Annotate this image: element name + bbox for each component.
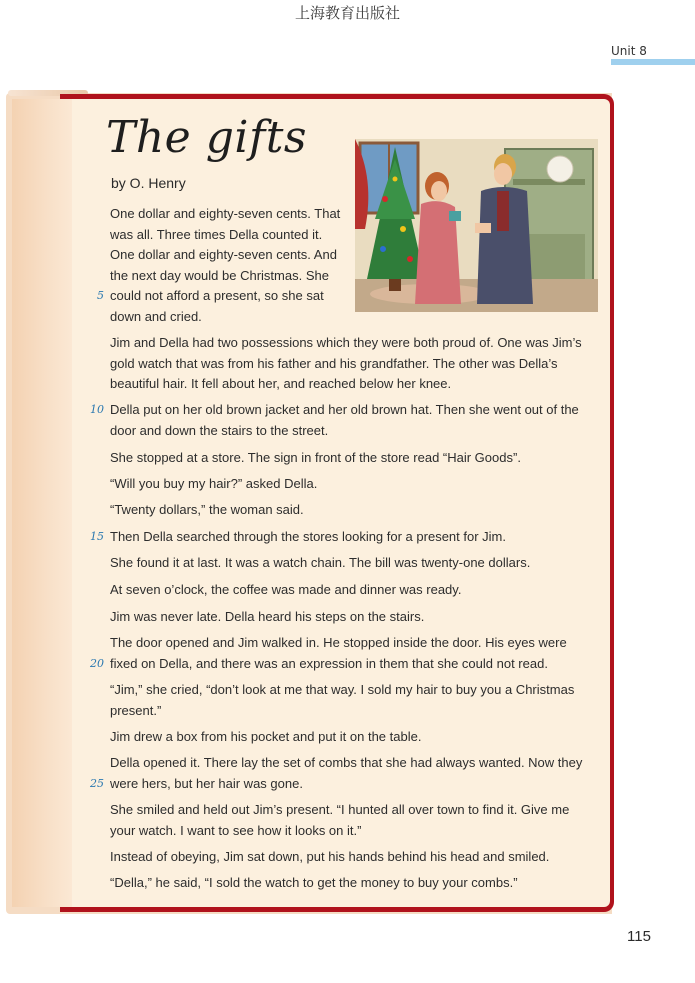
paragraph: Jim and Della had two possessions which they were both proud of. One was Jim’s gold watch that was from his father and his grandfather. The other was Della’s beautiful hair. It fell about her, and reached below her knee. <box>110 335 582 391</box>
paragraph: Instead of obeying, Jim sat down, put his hands behind his head and smiled. <box>110 849 550 864</box>
paragraph: Jim was never late. Della heard his steps on the stairs. <box>110 609 425 624</box>
unit-accent-bar <box>611 59 695 65</box>
paragraph: Della opened it. There lay the set of combs that she had always wanted. Now they were hers, but her hair was gone. <box>110 755 583 791</box>
story-title: The gifts <box>106 112 307 163</box>
paragraph: She smiled and held out Jim’s present. “I hunted all over town to find it. Give me your watch. I want to see how it looks on it.” <box>110 802 570 838</box>
paragraph: “Will you buy my hair?” asked Della. <box>110 476 318 491</box>
paragraph: “Della,” he said, “I sold the watch to get the money to buy your combs.” <box>110 875 518 890</box>
story-author: by O. Henry <box>111 175 186 191</box>
publisher-header: 上海教育出版社 <box>294 4 400 22</box>
paragraph: At seven o’clock, the coffee was made and dinner was ready. <box>110 582 462 597</box>
christmas-illustration <box>355 139 598 312</box>
unit-label: Unit 8 <box>611 44 647 58</box>
line-number: 25 <box>90 777 104 790</box>
line-number: 20 <box>90 657 104 670</box>
paragraph: “Jim,” she cried, “don’t look at me that way. I sold my hair to buy you a Christmas present.” <box>110 682 575 718</box>
paragraph: Jim drew a box from his pocket and put it on the table. <box>110 729 422 744</box>
page-number: 115 <box>627 928 651 945</box>
paragraph: “Twenty dollars,” the woman said. <box>110 502 304 517</box>
paragraph: Della put on her old brown jacket and her old brown hat. Then she went out of the door and down the stairs to the street. <box>110 402 579 438</box>
paragraph: One dollar and eighty-seven cents. That was all. Three times Della counted it. One dollar and eighty-seven cents. And the next day would be Christmas. She could not afford a present, so she sat down and cried. <box>110 206 341 324</box>
paragraph: She found it at last. It was a watch chain. The bill was twenty-one dollars. <box>110 555 531 570</box>
paragraph: The door opened and Jim walked in. He stopped inside the door. His eyes were fixed on Della, and there was an expression in them that she could not read. <box>110 635 567 671</box>
paragraph: She stopped at a store. The sign in front of the store read “Hair Goods”. <box>110 450 521 465</box>
line-number: 10 <box>90 403 104 416</box>
book-spine <box>12 99 72 907</box>
line-number: 15 <box>90 530 104 543</box>
paragraph: Then Della searched through the stores looking for a present for Jim. <box>110 529 506 544</box>
line-number: 5 <box>97 289 104 302</box>
